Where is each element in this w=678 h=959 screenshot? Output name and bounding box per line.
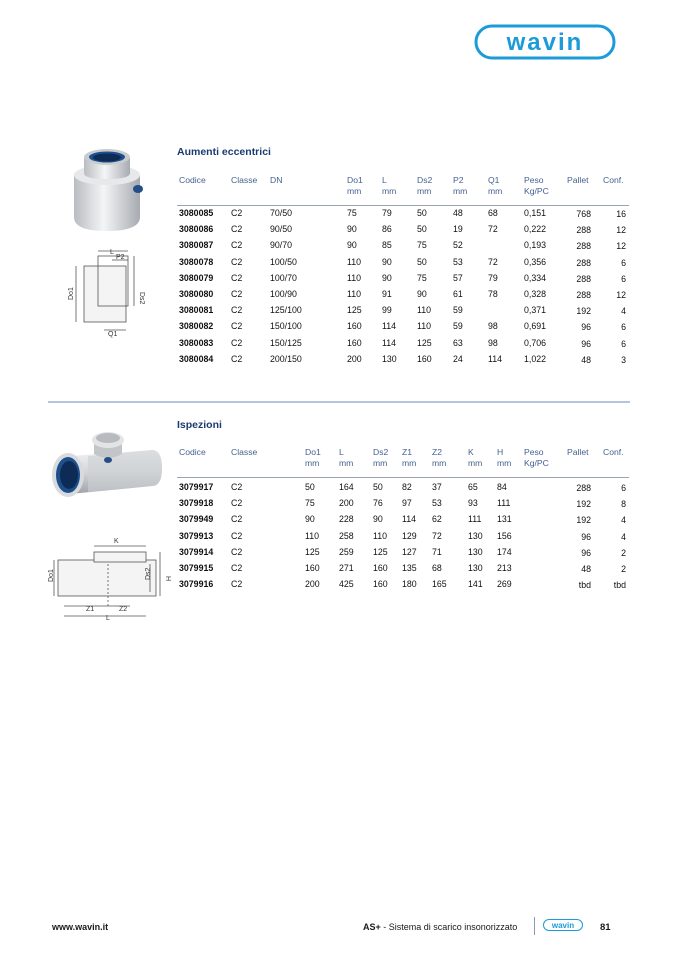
- column-header-label: Conf.: [603, 447, 624, 457]
- table-cell: 2: [621, 547, 626, 558]
- table-cell: 85: [382, 240, 392, 251]
- table-cell: C2: [231, 321, 243, 332]
- table-cell: 96: [581, 322, 591, 333]
- column-header: [524, 447, 549, 469]
- table-cell: 1,022: [524, 353, 547, 364]
- section2-title: Ispezioni: [177, 419, 222, 431]
- table-cell: 86: [382, 224, 392, 235]
- table-cell: 53: [453, 256, 463, 267]
- table-cell: 75: [417, 240, 427, 251]
- table-cell: 62: [432, 514, 442, 525]
- table-cell: 200: [347, 353, 362, 364]
- product-code: 3079916: [179, 579, 214, 590]
- table-cell: 50: [417, 256, 427, 267]
- column-header: [231, 175, 257, 186]
- table-cell: 53: [432, 498, 442, 509]
- table-cell: C2: [231, 272, 243, 283]
- column-header: [524, 175, 549, 197]
- product-code: 3080081: [179, 305, 214, 316]
- table-cell: 288: [576, 241, 591, 252]
- table-cell: 90: [382, 256, 392, 267]
- table-cell: C2: [231, 579, 243, 590]
- column-header-unit: mm: [453, 186, 468, 196]
- column-header: [347, 175, 363, 197]
- product-code: 3080085: [179, 208, 214, 218]
- table-cell: 6: [621, 322, 626, 333]
- table-cell: 288: [576, 483, 591, 493]
- table-cell: 200: [305, 579, 320, 590]
- column-header: [231, 447, 257, 458]
- table-cell: 79: [488, 272, 498, 283]
- column-header: [417, 175, 432, 197]
- table-cell: 65: [468, 482, 478, 492]
- footer-subtitle: - Sistema di scarico insonorizzato: [380, 922, 518, 932]
- table-cell: 160: [305, 563, 320, 573]
- table-cell: 6: [621, 273, 626, 284]
- column-header: [179, 447, 206, 458]
- table-cell: 258: [339, 530, 354, 541]
- label-l: L: [106, 615, 110, 622]
- table-cell: 4: [621, 515, 626, 526]
- label-k: K: [114, 538, 119, 545]
- footer-logo-text: wavin: [551, 921, 575, 930]
- table-cell: 79: [382, 208, 392, 218]
- table-cell: 6: [621, 483, 626, 493]
- table-cell: 288: [576, 257, 591, 268]
- footer-wavin-logo: [543, 919, 583, 931]
- table-cell: 0,334: [524, 272, 547, 283]
- table-cell: 100/90: [270, 289, 297, 299]
- table-cell: 0,356: [524, 256, 547, 267]
- table-cell: 180: [402, 579, 417, 590]
- footer-url[interactable]: www.wavin.it: [52, 922, 109, 932]
- footer-product: AS+: [363, 922, 381, 932]
- column-header-label: Q1: [488, 175, 500, 185]
- product-code: 3080083: [179, 337, 214, 348]
- table-cell: 24: [453, 353, 463, 364]
- section1-title: Aumenti eccentrici: [177, 146, 271, 158]
- table-cell: 0,193: [524, 240, 547, 251]
- table-cell: 0,706: [524, 337, 547, 348]
- table-cell: 111: [468, 514, 482, 525]
- product-code: 3080082: [179, 321, 214, 332]
- column-header-unit: mm: [417, 186, 432, 196]
- table-cell: C2: [231, 353, 243, 364]
- product-code: 3080078: [179, 256, 214, 267]
- table-cell: 125: [305, 546, 320, 557]
- column-header-label: H: [497, 447, 504, 457]
- table-cell: 271: [339, 563, 354, 573]
- table-cell: 19: [453, 224, 463, 235]
- table-cell: 90: [382, 272, 392, 283]
- column-header: [603, 175, 624, 186]
- table-cell: tbd: [613, 580, 626, 591]
- table-cell: 90: [347, 240, 357, 251]
- table-cell: 0,371: [524, 305, 547, 316]
- column-header-unit: mm: [347, 186, 362, 196]
- table-cell: C2: [231, 305, 243, 316]
- label-do1: Do1: [68, 287, 75, 300]
- table-cell: 72: [432, 530, 442, 541]
- table-cell: 48: [453, 208, 463, 218]
- table-cell: 110: [347, 272, 362, 283]
- table-cell: 98: [488, 337, 498, 348]
- table-cell: 192: [576, 515, 591, 526]
- table-cell: C2: [231, 240, 243, 251]
- label-l: L: [110, 249, 114, 256]
- table-cell: 129: [402, 530, 417, 541]
- column-header-label: Ds2: [373, 447, 389, 457]
- column-header-unit: mm: [382, 186, 397, 196]
- table-cell: 96: [581, 531, 591, 542]
- table-cell: 135: [402, 563, 417, 573]
- table-cell: 192: [576, 306, 591, 317]
- product-code: 3080079: [179, 272, 214, 283]
- column-header: [453, 175, 467, 197]
- column-header-unit: Kg/PC: [524, 458, 549, 468]
- page-number: 81: [600, 922, 611, 933]
- column-header: [603, 447, 624, 458]
- table-cell: 125: [417, 337, 432, 348]
- label-q1: Q1: [108, 331, 118, 338]
- product-code: 3080084: [179, 353, 214, 364]
- table-cell: 228: [339, 514, 354, 525]
- table-cell: 130: [468, 546, 483, 557]
- section-divider: [48, 401, 630, 403]
- table-cell: 90: [417, 289, 427, 299]
- table-cell: 0,328: [524, 289, 547, 299]
- table-cell: 52: [453, 240, 463, 251]
- table-cell: 90: [373, 514, 383, 525]
- table-cell: 100/50: [270, 256, 297, 267]
- table-cell: 288: [576, 273, 591, 284]
- table-cell: 213: [497, 563, 512, 573]
- table-cell: C2: [231, 514, 243, 525]
- table-cell: 16: [616, 209, 626, 219]
- table-cell: 75: [347, 208, 357, 218]
- table-cell: 75: [417, 272, 427, 283]
- column-header-label: L: [339, 447, 344, 457]
- column-header: [382, 175, 396, 197]
- table-cell: 68: [488, 208, 498, 218]
- column-header-unit: mm: [497, 458, 512, 468]
- table-cell: 8: [621, 499, 626, 510]
- label-z1: Z1: [86, 606, 95, 613]
- section2-header-rule: [177, 477, 629, 478]
- table-cell: 125: [347, 305, 362, 316]
- column-header-unit: mm: [432, 458, 447, 468]
- column-header-label: Pallet: [567, 175, 589, 185]
- table-cell: 160: [373, 579, 388, 590]
- product-code: 3080080: [179, 289, 214, 299]
- eccentric-reducer-image: [62, 145, 156, 235]
- column-header-unit: Kg/PC: [524, 186, 549, 196]
- column-header-unit: mm: [488, 186, 503, 196]
- table-cell: 160: [347, 321, 362, 332]
- table-cell: 37: [432, 482, 442, 492]
- table-cell: 96: [581, 547, 591, 558]
- table-cell: C2: [231, 482, 243, 492]
- table-cell: 114: [488, 353, 503, 364]
- table-cell: 50: [417, 224, 427, 235]
- table-cell: 12: [616, 241, 626, 252]
- table-cell: 130: [382, 353, 397, 364]
- product-code: 3079917: [179, 482, 214, 492]
- inspection-pipe-image: [48, 422, 166, 512]
- table-cell: 125: [373, 546, 388, 557]
- table-cell: 259: [339, 546, 354, 557]
- footer-product-line: [363, 922, 517, 932]
- product-code: 3079915: [179, 563, 214, 573]
- table-cell: 125/100: [270, 305, 302, 316]
- table-cell: 131: [497, 514, 512, 525]
- table-cell: 98: [488, 321, 498, 332]
- table-cell: 61: [453, 289, 463, 299]
- column-header-label: Z1: [402, 447, 413, 457]
- table-cell: 90/50: [270, 224, 293, 235]
- column-header-label: P2: [453, 175, 464, 185]
- column-header: [179, 175, 206, 186]
- column-header: [567, 447, 589, 458]
- table-cell: 93: [468, 498, 478, 509]
- column-header-unit: mm: [339, 458, 354, 468]
- table-cell: 90: [305, 514, 315, 525]
- table-cell: 288: [576, 290, 591, 300]
- column-header-label: Classe: [231, 175, 258, 185]
- table-cell: 90: [347, 224, 357, 235]
- wavin-logo: [474, 24, 616, 60]
- product-code: 3080086: [179, 224, 214, 235]
- table-cell: 76: [373, 498, 383, 509]
- table-cell: 2: [621, 564, 626, 574]
- column-header-label: Codice: [179, 447, 206, 457]
- table-cell: 114: [382, 321, 397, 332]
- table-cell: 78: [488, 289, 498, 299]
- column-header-unit: mm: [468, 458, 483, 468]
- product-code: 3079913: [179, 530, 214, 541]
- column-header-label: DN: [270, 175, 283, 185]
- table-cell: C2: [231, 289, 243, 299]
- table-cell: 130: [468, 563, 483, 573]
- table-cell: 84: [497, 482, 507, 492]
- column-header-label: L: [382, 175, 387, 185]
- column-header: [339, 447, 353, 469]
- table-cell: 174: [497, 546, 512, 557]
- table-cell: 91: [382, 289, 392, 299]
- column-header-unit: mm: [305, 458, 320, 468]
- table-cell: 12: [616, 290, 626, 300]
- column-header: [432, 447, 446, 469]
- product-code: 3080087: [179, 240, 214, 251]
- table-cell: 150/125: [270, 337, 302, 348]
- table-cell: 72: [488, 256, 498, 267]
- table-cell: 99: [382, 305, 392, 316]
- table-cell: 160: [347, 337, 362, 348]
- eccentric-reducer-diagram: [68, 246, 158, 338]
- table-cell: 110: [305, 530, 320, 541]
- logo-text: wavin: [506, 29, 584, 56]
- section1-header-rule: [177, 205, 629, 206]
- column-header-label: K: [468, 447, 474, 457]
- table-cell: C2: [231, 208, 243, 218]
- table-cell: 110: [417, 321, 432, 332]
- table-cell: 0,151: [524, 208, 547, 218]
- table-cell: 50: [417, 208, 427, 218]
- table-cell: 192: [576, 499, 591, 510]
- table-cell: 110: [347, 256, 362, 267]
- label-p2: P2: [116, 254, 125, 261]
- table-cell: 75: [305, 498, 315, 509]
- table-cell: 97: [402, 498, 412, 509]
- table-cell: 141: [468, 579, 483, 590]
- table-cell: 130: [468, 530, 483, 541]
- column-header-label: Ds2: [417, 175, 433, 185]
- column-header-unit: mm: [402, 458, 417, 468]
- column-header: [270, 175, 282, 186]
- table-cell: 48: [581, 564, 591, 574]
- table-cell: 200/150: [270, 353, 302, 364]
- table-cell: 200: [339, 498, 354, 509]
- table-cell: 59: [453, 321, 463, 332]
- table-cell: 160: [373, 563, 388, 573]
- column-header-label: Codice: [179, 175, 206, 185]
- table-cell: 57: [453, 272, 463, 283]
- table-cell: 6: [621, 257, 626, 268]
- table-cell: 68: [432, 563, 442, 573]
- table-cell: 12: [616, 225, 626, 236]
- table-cell: 4: [621, 306, 626, 317]
- table-cell: 59: [453, 305, 463, 316]
- table-cell: 63: [453, 337, 463, 348]
- table-cell: 288: [576, 225, 591, 236]
- table-cell: 50: [373, 482, 383, 492]
- table-cell: C2: [231, 337, 243, 348]
- table-cell: 110: [347, 289, 362, 299]
- table-cell: 111: [497, 498, 511, 509]
- table-cell: 96: [581, 338, 591, 349]
- label-z2: Z2: [119, 606, 128, 613]
- label-ds2: Ds2: [145, 567, 152, 580]
- table-cell: 150/100: [270, 321, 302, 332]
- column-header-unit: mm: [373, 458, 388, 468]
- label-h: H: [164, 576, 171, 582]
- table-cell: 72: [488, 224, 498, 235]
- inspection-pipe-diagram: [50, 534, 170, 620]
- column-header-label: Peso: [524, 175, 544, 185]
- table-cell: 156: [497, 530, 512, 541]
- table-cell: C2: [231, 563, 243, 573]
- table-cell: 164: [339, 482, 354, 492]
- footer-separator: [534, 917, 535, 935]
- table-cell: 71: [432, 546, 442, 557]
- table-cell: 6: [621, 338, 626, 349]
- table-cell: 165: [432, 579, 447, 590]
- table-cell: 114: [382, 337, 397, 348]
- column-header: [402, 447, 416, 469]
- table-cell: 110: [373, 530, 388, 541]
- column-header-label: Z2: [432, 447, 443, 457]
- column-header-label: Peso: [524, 447, 544, 457]
- column-header: [373, 447, 388, 469]
- table-cell: C2: [231, 256, 243, 267]
- table-cell: 82: [402, 482, 412, 492]
- table-cell: 50: [305, 482, 315, 492]
- table-cell: C2: [231, 498, 243, 509]
- table-cell: 4: [621, 531, 626, 542]
- column-header: [468, 447, 482, 469]
- table-cell: 100/70: [270, 272, 297, 283]
- column-header: [305, 447, 321, 469]
- label-do1: Do1: [48, 569, 55, 582]
- column-header: [488, 175, 502, 197]
- table-cell: C2: [231, 530, 243, 541]
- product-code: 3079914: [179, 546, 214, 557]
- column-header-label: Do1: [305, 447, 321, 457]
- table-cell: 269: [497, 579, 512, 590]
- table-cell: 70/50: [270, 208, 293, 218]
- table-cell: tbd: [578, 580, 591, 591]
- table-cell: 160: [417, 353, 432, 364]
- table-cell: 768: [576, 209, 591, 219]
- table-cell: 114: [402, 514, 417, 525]
- table-cell: C2: [231, 224, 243, 235]
- column-header-label: Do1: [347, 175, 363, 185]
- table-cell: 0,691: [524, 321, 547, 332]
- column-header-label: Conf.: [603, 175, 624, 185]
- column-header: [497, 447, 511, 469]
- product-code: 3079918: [179, 498, 214, 509]
- table-cell: 0,222: [524, 224, 547, 235]
- table-cell: 127: [402, 546, 417, 557]
- column-header-label: Classe: [231, 447, 258, 457]
- table-cell: 110: [417, 305, 432, 316]
- table-cell: C2: [231, 546, 243, 557]
- label-ds2: Ds2: [138, 292, 145, 305]
- table-cell: 90/70: [270, 240, 293, 251]
- column-header: [567, 175, 589, 186]
- column-header-label: Pallet: [567, 447, 589, 457]
- table-cell: 425: [339, 579, 354, 590]
- table-cell: 48: [581, 354, 591, 365]
- product-code: 3079949: [179, 514, 214, 525]
- table-cell: 3: [621, 354, 626, 365]
